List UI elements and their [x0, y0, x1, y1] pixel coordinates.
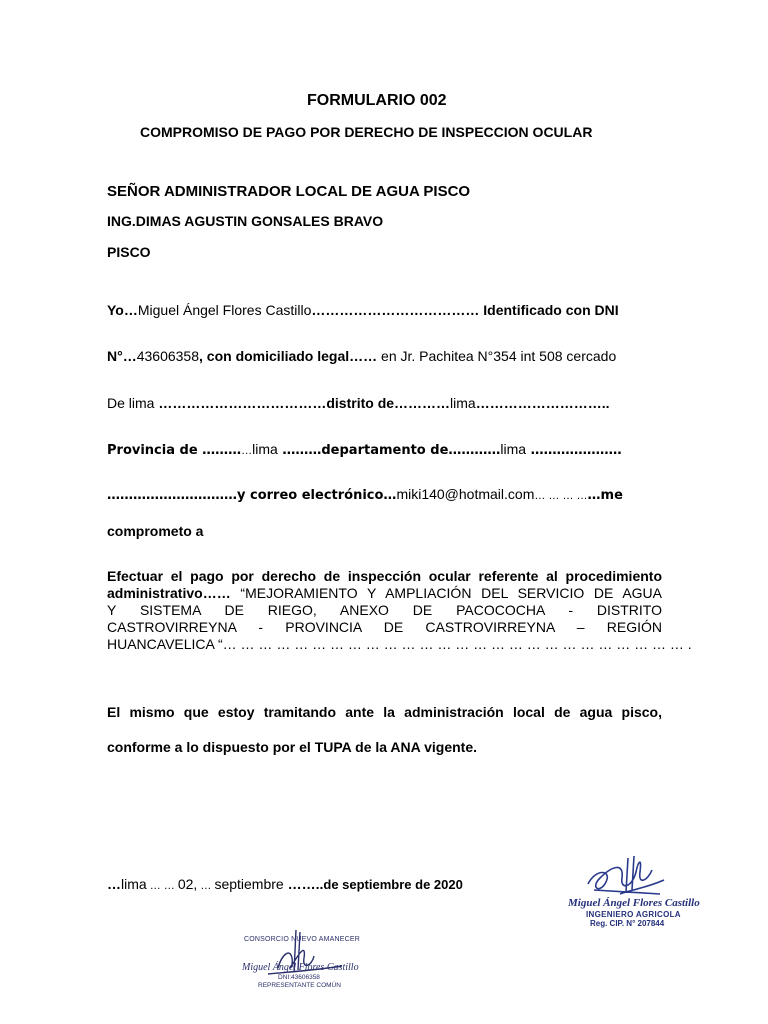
applicant-name: Miguel Ángel Flores Castillo: [137, 302, 312, 318]
same-paragraph-line-1: El mismo que estoy tramitando ante la administración local de agua pisco,: [107, 704, 662, 720]
addressee-line-1: SEÑOR ADMINISTRADOR LOCAL DE AGUA PISCO: [107, 183, 471, 200]
body-line-5: …………………………y correo electrónico…miki140@hotmail.com… … … ……me: [107, 486, 623, 503]
signature-stamp-consortium: [238, 928, 368, 994]
body-line-6: comprometo a: [107, 523, 204, 539]
representative-role: REPRESENTANTE COMÚN: [258, 982, 341, 989]
date-line: …lima … … 02, … septiembre ……..de septiembre de 2020: [107, 876, 463, 892]
body-line-3: De lima ………………………………distrito de…………lima………………………..: [107, 395, 610, 411]
representative-name: Miguel Ángel Flores Castillo: [242, 962, 359, 973]
addressee-line-2: ING.DIMAS AGUSTIN GONSALES BRAVO: [107, 213, 384, 229]
form-subtitle: COMPROMISO DE PAGO POR DERECHO DE INSPECCION OCULAR: [140, 124, 593, 140]
body-line-4: Provincia de …………lima ………departamento de…………lima …………………: [107, 441, 622, 458]
payment-paragraph: Efectuar el pago por derecho de inspección ocular referente al procedimiento administrativo…… “MEJORAMIENTO Y AMPLIACIÓN DEL SERVICIO DE AGUA Y SISTEMA DE RIEGO, ANEXO DE PACOCOCHA - DISTRITO CASTROVIRREYNA - PROVINCIA DE CASTROVIRREYNA – REGIÓN HUANCAVELICA “… … … … … … … … … … … … … … … … … … … … … … … … … … .: [107, 568, 692, 652]
engineer-name: Miguel Ángel Flores Castillo: [568, 897, 700, 909]
email: miki140@hotmail.com: [396, 486, 535, 502]
engineer-registration: Reg. CIP. N° 207844: [590, 919, 665, 928]
body-line-2: N°…43606358, con domiciliado legal…… en Jr. Pachitea N°354 int 508 cercado: [107, 348, 617, 364]
same-paragraph-line-2: conforme a lo dispuesto por el TUPA de la ANA vigente.: [107, 739, 478, 755]
legal-address: en Jr. Pachitea N°354 int 508 cercado: [377, 348, 617, 364]
addressee-line-3: PISCO: [107, 244, 151, 260]
dni-number: 43606358: [136, 348, 200, 364]
body-line-1: Yo…Miguel Ángel Flores Castillo……………………………… Identificado con DNI: [107, 302, 619, 318]
representative-dni: DNI:43606358: [278, 974, 320, 981]
signature-stamp-engineer: [560, 850, 700, 935]
form-title: FORMULARIO 002: [307, 92, 447, 109]
consortium-name: CONSORCIO NUEVO AMANECER: [244, 936, 361, 943]
engineer-title: INGENIERO AGRICOLA: [586, 910, 681, 919]
